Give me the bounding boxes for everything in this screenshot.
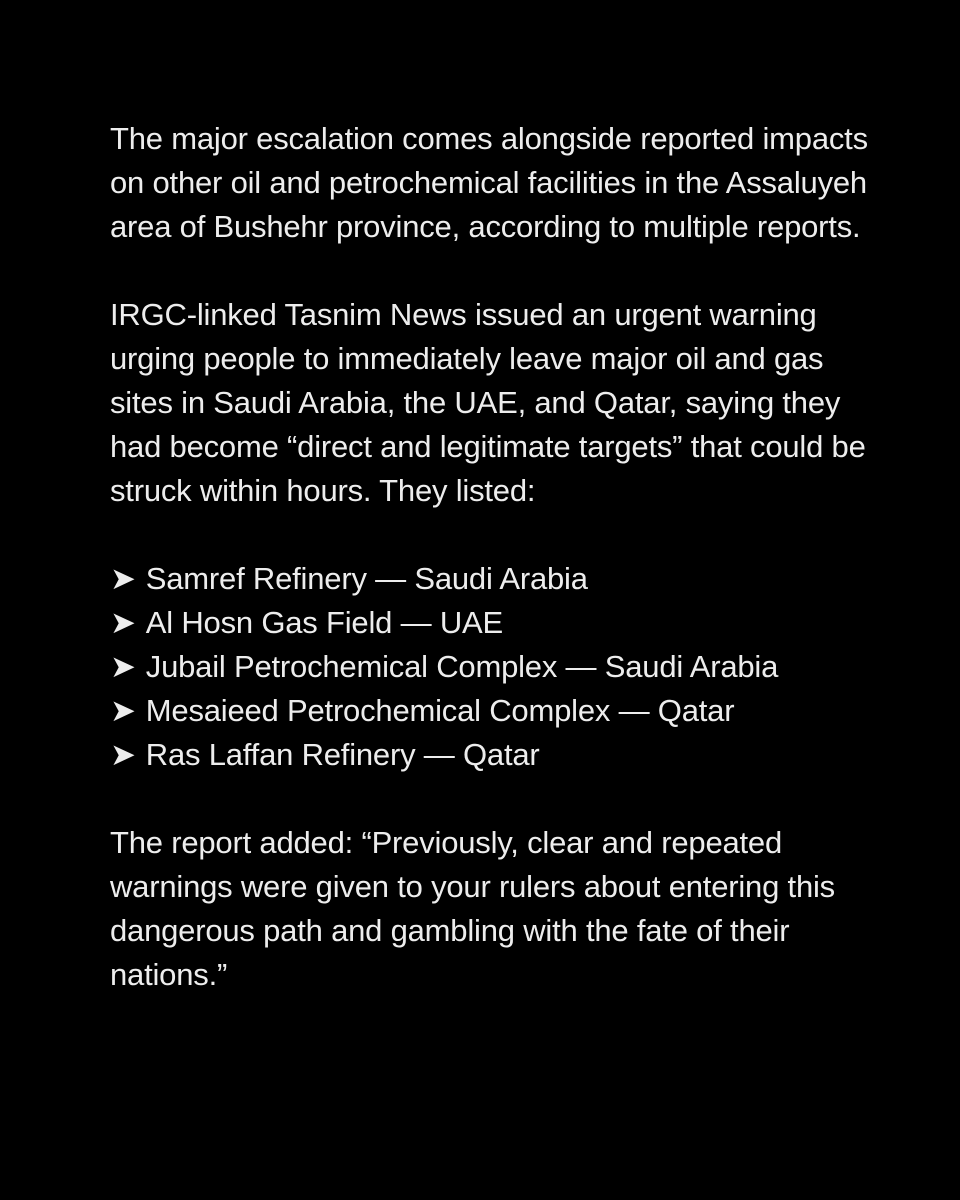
paragraph-tasnim-warning: IRGC-linked Tasnim News issued an urgent warning urging people to immediately leave major oil and gas sites in Saudi Arabia, the UAE, and Qatar, saying they had become “direct and legitimate targets” that could be struck within hours. They listed:: [110, 297, 866, 508]
post-text: [110, 117, 870, 997]
site-label: Samref Refinery — Saudi Arabia: [145, 561, 588, 596]
site-label: Al Hosn Gas Field — UAE: [145, 605, 503, 640]
arrow-icon: ➤: [110, 737, 136, 772]
paragraph-report-quote: The report added: “Previously, clear and repeated warnings were given to your rulers about entering this dangerous path and gambling with the fate of their nations.”: [110, 825, 835, 992]
list-item: [110, 601, 870, 645]
arrow-icon: ➤: [110, 561, 136, 596]
site-label: Ras Laffan Refinery — Qatar: [145, 737, 540, 772]
site-label: Mesaieed Petrochemical Complex — Qatar: [145, 693, 735, 728]
site-label: Jubail Petrochemical Complex — Saudi Arabia: [145, 649, 779, 684]
list-item: [110, 645, 870, 689]
arrow-icon: ➤: [110, 693, 136, 728]
paragraph-escalation: The major escalation comes alongside reported impacts on other oil and petrochemical facilities in the Assaluyeh area of Bushehr province, according to multiple reports.: [110, 121, 868, 244]
arrow-icon: ➤: [110, 649, 136, 684]
list-item: [110, 557, 870, 601]
list-item: [110, 689, 870, 733]
list-item: [110, 733, 870, 777]
target-sites-list: [110, 557, 870, 777]
arrow-icon: ➤: [110, 605, 136, 640]
